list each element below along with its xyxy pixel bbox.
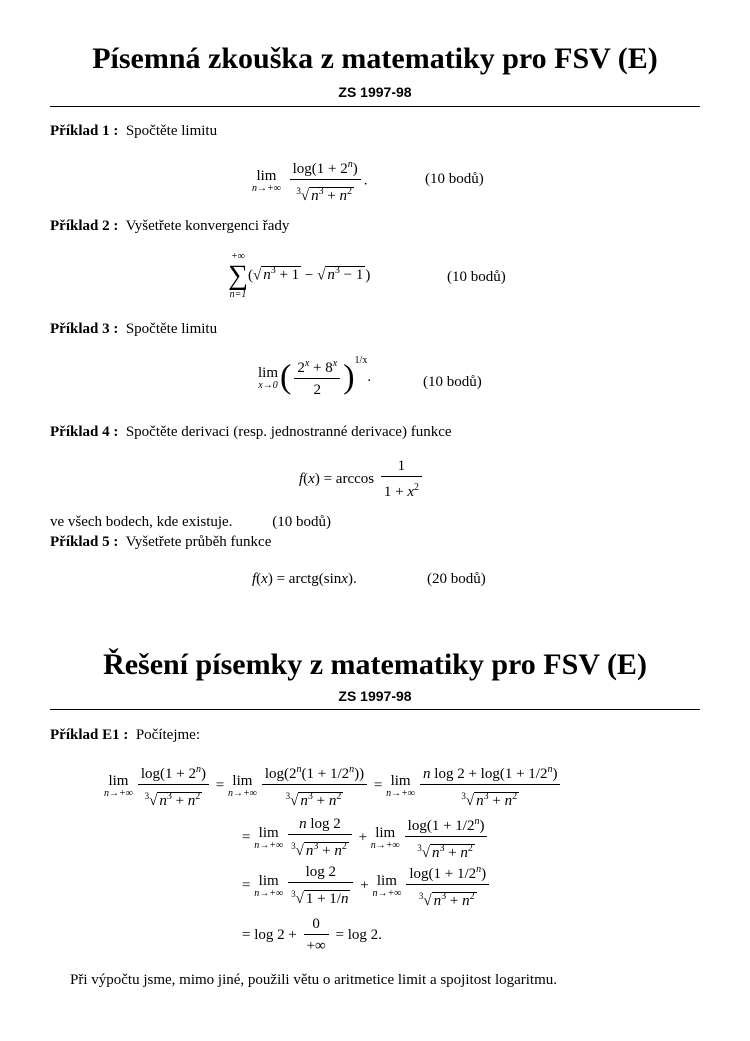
task-4-points: (10 bodů) <box>272 514 331 530</box>
task-5-text: Vyšetřete průběh funkce <box>125 534 272 550</box>
formula-1: lim n→+∞ $\frac{\log(1 + 2^n)}{^3√ n^3 + n^2}$ . <box>252 155 368 207</box>
task-2-points: (10 bodů) <box>447 269 506 285</box>
formula-3: lim x→0 ( $\frac{2^x + 8^x}{2}$ )$^{1/x}$. <box>258 354 372 398</box>
formula-2: +∞ ∑ n=1 (√ $n^3 + 1$ − √ $n^3 - 1$ ) <box>228 251 371 300</box>
divider <box>50 709 700 710</box>
formula-5: f(x) = arctg(sinx). <box>252 571 357 587</box>
solution-line-2: = lim n→+∞ $\frac{\text{n log 2}}{^3√ n^3 + n^2}$ + lim n→+∞ $\frac{\log(1 + 1/2^n)}{^3√ n^3 + n^2}$ <box>242 812 490 864</box>
task-2-label: Příklad 2 : <box>50 218 119 234</box>
exam-subtitle: ZS 1997-98 <box>338 84 412 100</box>
solution-line-3: = lim n→+∞ $\frac{\log 2}{^3√ 1 + 1/n}$ + lim n→+∞ $\frac{\log(1 + 1/2^n)}{^3√ n^3 + n^2}$ <box>242 860 492 912</box>
task-4 <box>50 424 452 441</box>
solution-line-4: = log 2 + $\frac{0}{+\infty}$ = log 2. <box>242 916 382 954</box>
task-3-text: Spočtěte limitu <box>125 321 218 337</box>
solutions-title: Řešení písemky z matematiky pro FSV (E) <box>103 648 647 681</box>
task-1-text: Spočtěte limitu <box>125 123 218 139</box>
task-3-label: Příklad 3 : <box>50 321 119 337</box>
task-4-text: Spočtěte derivaci (resp. jednostranné derivace) funkce <box>125 424 452 440</box>
task-5-points: (20 bodů) <box>427 571 486 587</box>
divider <box>50 106 700 107</box>
formula-4: f(x) = arccos $\frac{1}{1 + x^2}$ <box>299 456 425 503</box>
task-3-points: (10 bodů) <box>423 374 482 390</box>
solution-e1 <box>50 727 200 744</box>
task-1 <box>50 123 217 140</box>
task-4-after: ve všech bodech, kde existuje. (10 bodů) <box>50 514 331 530</box>
solution-conclusion: Při výpočtu jsme, mimo jiné, použili větu o aritmetice limit a spojitost logaritmu. <box>70 972 558 988</box>
exam-title: Písemná zkouška z matematiky pro FSV (E) <box>92 42 658 75</box>
solutions-subtitle: ZS 1997-98 <box>338 688 412 704</box>
task-2-text: Vyšetřete konvergenci řady <box>125 218 290 234</box>
task-2 <box>50 218 289 235</box>
task-4-label: Příklad 4 : <box>50 424 119 440</box>
task-1-points: (10 bodů) <box>425 171 484 187</box>
solution-e1-label: Příklad E1 : <box>50 727 129 743</box>
task-5 <box>50 534 271 551</box>
task-1-label: Příklad 1 : <box>50 123 119 139</box>
solution-e1-intro: Počítejme: <box>135 727 200 743</box>
task-3 <box>50 321 217 338</box>
task-5-label: Příklad 5 : <box>50 534 119 550</box>
solution-line-1: lim n→+∞ $\frac{\log(1 + 2^n)}{^3√ n^3 + n^2}$ = lim n→+∞ $\frac{\log(2^n(1 + 1/2^n))}{^3√ n^3 + n^2}$ = lim n→+∞ $\frac{n \log 2 + \log(1 + 1/2^n)}{^3√ n^3 + n^2}$ <box>104 760 563 812</box>
